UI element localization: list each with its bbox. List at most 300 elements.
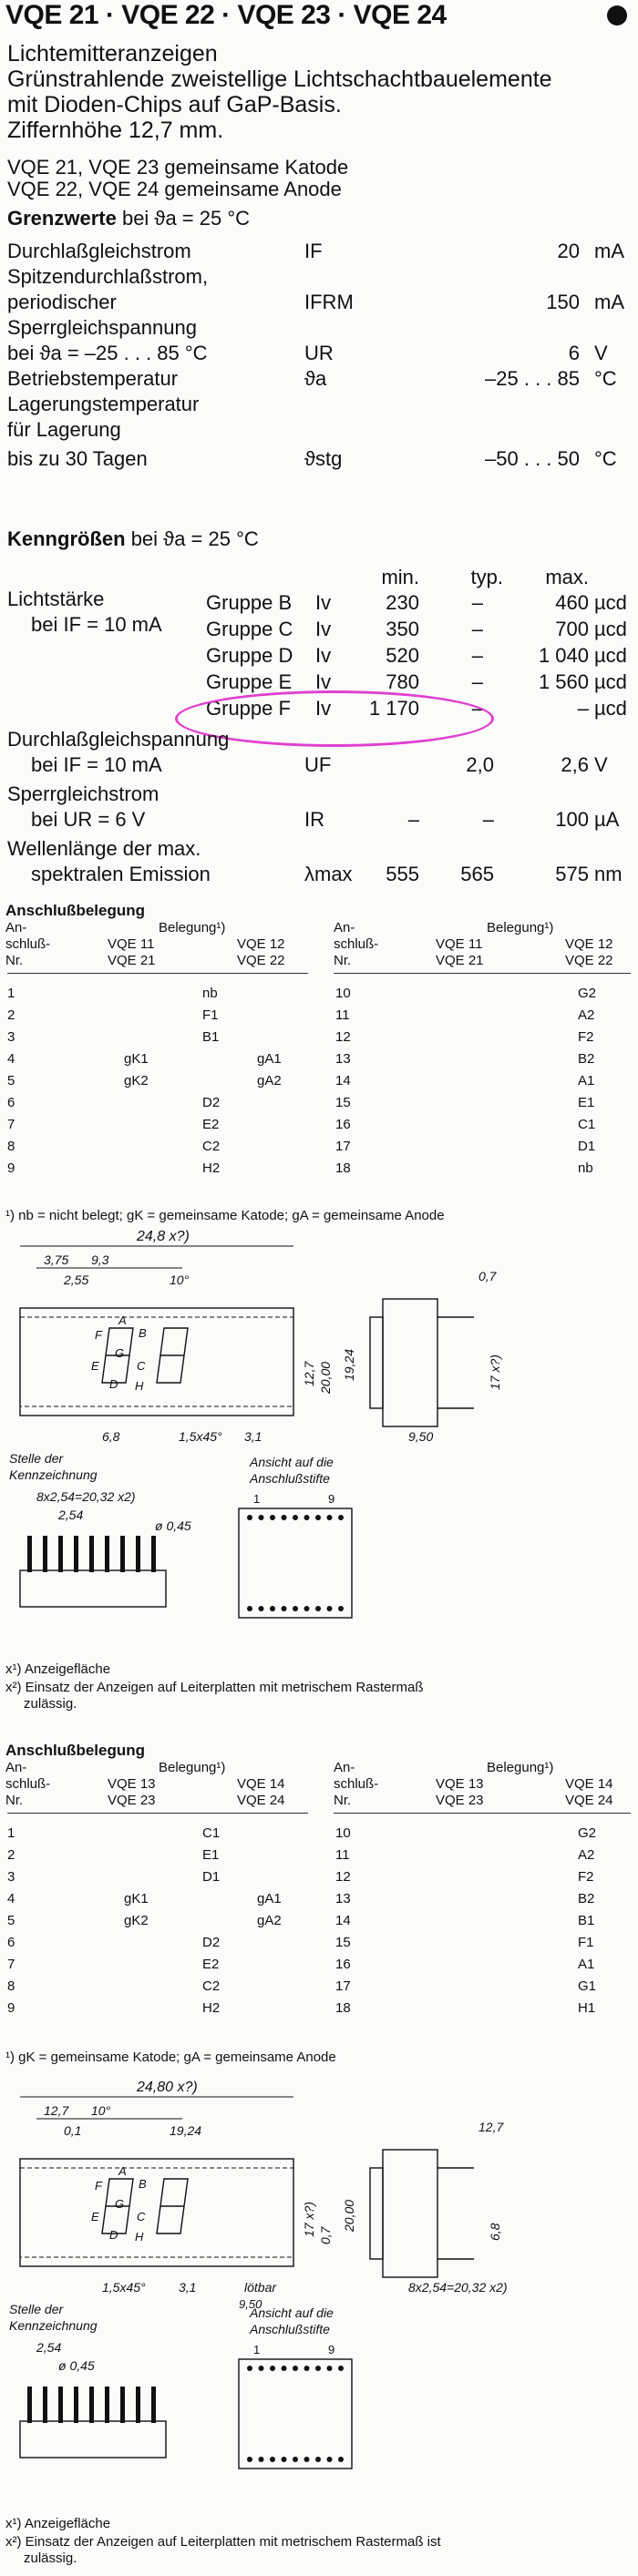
group-typ: – [471,591,483,614]
char-label-1: Wellenlänge der max. [7,837,201,860]
group-max: 460 [555,591,589,614]
char-min: 555 [386,863,419,885]
pin-view-dot [247,2457,252,2462]
group-unit: µcd [594,644,627,667]
segment-letter-B: B [139,2177,147,2191]
pin-head-type1-r: VQE 13 [436,1776,484,1792]
segment-letter-G: G [115,1346,125,1360]
pin-lead [74,2387,78,2423]
pin-head-type3: VQE 21 [108,953,156,968]
pin-number: 9 [7,2000,15,2016]
marking-label-2: Kennzeichnung [9,1467,98,1482]
pin-head-nr: Nr. [5,953,24,968]
pin-head-an: An- [5,920,27,935]
dim-label-2: 12,7 [44,2103,69,2118]
pin-signal-b: C1 [202,1825,221,1841]
pin-view-label-2: Anschlußstifte [250,2322,330,2336]
chars-condition: bei ϑa = 25 °C [130,527,259,550]
pin-view-dot [259,2457,264,2462]
pin-number-r: 13 [335,1891,351,1906]
dim-label-pitch-side: 8x2,54=20,32 x2) [408,2280,508,2295]
dim-label-6: 0,7 [478,1269,497,1283]
dim-label-2: 3,75 [44,1252,69,1267]
pin-lead [74,1536,78,1572]
pin-head-type4: VQE 24 [237,1793,285,1808]
pin-number-r: 18 [335,1160,351,1176]
pin-signal-r: G2 [578,986,597,1001]
pin-view-label-2: Anschlußstifte [250,1471,330,1486]
limit-value: –50 . . . 50 [485,447,580,470]
pin-signal-a: gK2 [124,1913,149,1928]
char-max: 575 [555,863,589,885]
pin-view-dot [315,1515,321,1520]
dim-label-5: 19,24 [170,2123,202,2138]
limits-heading [7,206,250,230]
pin-head-an-r: An- [334,920,355,935]
pin-lead [105,1536,109,1572]
pin-view-dot [327,1515,333,1520]
pin-view-last: 9 [328,1492,335,1506]
pin-view-dot [270,2366,275,2371]
pin-view-dot [327,1606,333,1611]
pin-view-dot [270,1515,275,1520]
luminous-label: Lichtstärke [7,588,105,610]
dimension-drawing-1 [0,1226,638,1654]
pin-signal-r: F2 [578,1869,594,1885]
pin-signal-a: gK1 [124,1891,149,1906]
pinout1-footnote: ¹) nb = nicht belegt; gK = gemeinsame Katode; gA = gemeinsame Anode [5,1208,445,1223]
dim-label-3: 9,3 [91,1252,109,1267]
pin-signal-r: B2 [578,1051,595,1067]
pin-view-dot [327,2457,333,2462]
common-line-2: VQE 22, VQE 24 gemeinsame Anode [7,178,342,200]
limit-value: 20 [557,240,580,262]
group-name: Gruppe C [206,618,293,640]
pin-number-r: 18 [335,2000,351,2016]
group-symbol: Iv [315,591,332,614]
group-typ: – [471,644,483,667]
char-symbol: UF [304,753,332,776]
pin-row-body [20,1570,166,1607]
pin-rule-left [7,973,308,974]
note1-b: x²) Einsatz der Anzeigen auf Leiterplatten mit metrischem Rastermaß [5,1680,424,1695]
pin-signal-b: H2 [202,1160,221,1176]
intro-line-3: mit Dioden-Chips auf GaP-Basis. [7,92,342,118]
pin-view-dot [259,2366,264,2371]
pin-rule-right [334,1813,631,1814]
group-min: 520 [386,644,419,667]
note2-b: x²) Einsatz der Anzeigen auf Leiterplatten mit metrischem Rastermaß ist [5,2534,441,2550]
pin-number-r: 14 [335,1073,351,1089]
dimension-drawing-2 [0,2077,638,2505]
char-label-1: Sperrgleichstrom [7,782,160,805]
pin-signal-b: E1 [202,1847,220,1863]
digit-outline-2 [157,2179,188,2234]
pin-lead [151,2387,156,2423]
char-label-1: Durchlaßgleichspannung [7,728,230,751]
pin-signal-r: F2 [578,1029,594,1045]
dim-label-4: 2,55 [64,1273,89,1287]
pin-view-dot [315,1606,321,1611]
limit-unit: mA [594,291,624,313]
pin-signal-r: G2 [578,1825,597,1841]
limit-label: Lagerungstemperatur [7,393,200,415]
pin-number: 7 [7,1957,15,1972]
pin-number-r: 12 [335,1029,351,1045]
limit-unit: °C [594,447,617,470]
pin-number: 1 [7,986,15,1001]
pin-view-dot [247,1515,252,1520]
char-unit: µA [594,808,620,831]
pin-number-r: 12 [335,1869,351,1885]
limit-symbol: ϑa [304,367,327,390]
dim-label-7: 19,24 [342,1348,356,1381]
dim-label-pin-dia: ø 0,45 [155,1518,191,1533]
pinout2-footnote: ¹) gK = gemeinsame Katode; gA = gemeinsame Anode [5,2050,336,2065]
pin-head-nr-r: Nr. [334,953,352,968]
pin-head-type1-r: VQE 11 [436,936,483,952]
side-view-flange [370,1317,383,1408]
pin-number: 8 [7,1139,15,1154]
pinout2-title: Anschlußbelegung [5,1742,145,1759]
pin-lead [43,1536,47,1572]
segment-letter-A: A [118,2164,127,2178]
pin-number: 2 [7,1007,15,1023]
pin-signal-a: gK2 [124,1073,149,1089]
pin-view-dot [293,2457,298,2462]
pin-view-dot [247,2366,252,2371]
dim-label-12: 3,1 [179,2280,197,2295]
dim-label-5: 10° [170,1273,190,1287]
pin-view-dot [282,1515,287,1520]
pin-view-first: 1 [253,1492,261,1506]
pin-number: 8 [7,1978,15,1994]
char-typ: – [482,808,494,831]
group-min: 230 [386,591,419,614]
limit-value: 6 [568,342,580,364]
pin-number-r: 10 [335,986,351,1001]
pin-view-dot [327,2366,333,2371]
limit-value: 150 [546,291,580,313]
group-max: 1 560 [538,670,589,693]
pin-signal-b: D1 [202,1869,221,1885]
intro-line-2: Grünstrahlende zweistellige Lichtschachtbauelemente [7,66,552,92]
marking-label-1: Stelle der [9,2302,64,2316]
group-min: 780 [386,670,419,693]
limits-title: Grenzwerte [7,207,117,230]
pin-lead [105,2387,109,2423]
pin-lead [43,2387,47,2423]
pin-rule-right [334,973,631,974]
group-name: Gruppe E [206,670,293,693]
pin-signal-b: H2 [202,2000,221,2016]
pin-signal-r: E1 [578,1095,595,1110]
dim-label-9: 0,7 [318,2226,333,2244]
pin-number: 1 [7,1825,15,1841]
pin-signal-r: A2 [578,1007,595,1023]
pin-head-nr-r: Nr. [334,1793,352,1808]
group-unit: µcd [594,697,627,720]
pin-view-dot [282,2457,287,2462]
pin-head-schluss-r: schluß- [334,1776,379,1792]
pin-signal-b: D2 [202,1935,221,1950]
pin-number-r: 16 [335,1957,351,1972]
pin-head-nr: Nr. [5,1793,24,1808]
pin-signal-r: nb [578,1160,593,1176]
pin-signal-r: A1 [578,1957,595,1972]
pin-view-dot [338,1515,344,1520]
pin-view-dot [259,1606,264,1611]
dim-label-11: 1,5x45° [102,2280,146,2295]
pin-view-outline [239,1508,352,1618]
pin-view-dot [338,1606,344,1611]
pin-view-label-1: Ansicht auf die [250,1455,334,1469]
group-symbol: Iv [315,644,332,667]
chars-title: Kenngrößen [7,527,126,550]
pin-signal-r: B1 [578,1913,595,1928]
pin-view-outline [239,2359,352,2469]
note1-c: zulässig. [24,1696,77,1712]
side-view-body [383,1299,437,1426]
dim-label-pins-total: 2,54 [36,2340,62,2355]
pin-number: 6 [7,1935,15,1950]
group-unit: µcd [594,670,627,693]
pin-number-r: 17 [335,1139,351,1154]
pin-head-type3: VQE 23 [108,1793,156,1808]
limit-label: Betriebstemperatur [7,367,179,390]
pin-head-belegung-r: Belegung¹) [487,920,554,935]
dim-label-11: 6,8 [102,1429,120,1444]
pin-rule-left [7,1813,308,1814]
pin-lead [89,2387,94,2423]
limit-label: periodischer [7,291,117,313]
group-typ: – [471,618,483,640]
group-min: 350 [386,618,419,640]
char-label-2: bei UR = 6 V [31,808,146,831]
limit-symbol: UR [304,342,334,364]
limit-value: –25 . . . 85 [485,367,580,390]
char-symbol: λmax [304,863,353,885]
segment-letter-H: H [135,1379,144,1393]
pin-signal-b: nb [202,986,218,1001]
pin-signal-b: C2 [202,1139,221,1154]
pin-view-dot [247,1606,252,1611]
limit-symbol: IF [304,240,323,262]
intro-line-4: Ziffernhöhe 12,7 mm. [7,118,224,143]
pin-signal-b: gA2 [257,1073,282,1089]
pin-signal-b: E2 [202,1957,220,1972]
pin-head-schluss: schluß- [5,936,51,952]
front-view-body [20,2159,293,2266]
pin-number-r: 13 [335,1051,351,1067]
dim-label-8: 17 x?) [302,2202,316,2237]
pin-head-type2: VQE 12 [237,936,285,952]
pin-head-type3-r: VQE 23 [436,1793,484,1808]
segment-letter-H: H [135,2230,144,2244]
group-unit: µcd [594,618,627,640]
pin-row-body [20,2421,166,2458]
pin-signal-r: C1 [578,1117,596,1132]
pin-head-schluss: schluß- [5,1776,51,1792]
group-name: Gruppe D [206,644,293,667]
limit-unit: mA [594,240,624,262]
pin-number-r: 15 [335,1935,351,1950]
group-max: 1 040 [538,644,589,667]
digit-outline-2 [157,1328,188,1383]
group-min: 1 170 [368,697,419,720]
char-label-2: bei IF = 10 mA [31,753,162,776]
segment-letter-C: C [137,1359,146,1373]
pin-view-dot [338,2366,344,2371]
pin-head-type4-r: VQE 22 [565,953,613,968]
dim-label-10: 6,8 [488,2223,502,2241]
dim-label-loetbar: 9,50 [239,2297,262,2311]
pinout1-title: Anschlußbelegung [5,902,145,919]
segment-letter-D: D [109,1377,118,1391]
pin-lead [89,1536,94,1572]
group-symbol: Iv [315,618,332,640]
char-max: 2,6 [561,753,589,776]
dim-label-4: 0,1 [64,2123,82,2138]
dim-width-label: 24,80 x?) [137,2080,198,2095]
dim-label-13: lötbar [244,2280,277,2295]
pin-head-belegung: Belegung¹) [159,1760,226,1775]
segment-letter-E: E [91,2210,99,2223]
pin-signal-b: gA1 [257,1051,282,1067]
limit-symbol: ϑstg [304,447,343,470]
pin-view-dot [282,2366,287,2371]
pin-signal-b: B1 [202,1029,220,1045]
chars-heading [7,526,259,551]
dim-label-13: 3,1 [244,1429,262,1444]
pin-head-schluss-r: schluß- [334,936,379,952]
pin-number: 7 [7,1117,15,1132]
pin-number-r: 16 [335,1117,351,1132]
pin-signal-r: B2 [578,1891,595,1906]
pin-number: 3 [7,1029,15,1045]
pin-head-type4: VQE 22 [237,953,285,968]
segment-letter-B: B [139,1326,147,1340]
pin-number: 5 [7,1913,15,1928]
front-view-window [20,1317,293,1406]
pin-number-r: 11 [335,1847,350,1863]
pin-view-dot [338,2457,344,2462]
pin-view-dot [304,1515,310,1520]
note1-a: x¹) Anzeigefläche [5,1661,111,1677]
pin-view-dot [304,2366,310,2371]
char-symbol: IR [304,808,324,831]
limit-label: bei ϑa = –25 . . . 85 °C [7,342,208,364]
front-view-window [20,2168,293,2257]
pin-number-r: 11 [335,1007,350,1023]
pin-view-dot [293,1606,298,1611]
segment-letter-C: C [137,2210,146,2223]
col-typ: typ. [470,566,503,588]
dim-label-7: 20,00 [342,2199,356,2232]
limit-label: Durchlaßgleichstrom [7,240,191,262]
pin-number-r: 15 [335,1095,351,1110]
pin-head-belegung: Belegung¹) [159,920,226,935]
page-title: VQE 21 · VQE 22 · VQE 23 · VQE 24 [5,0,447,30]
pin-view-last: 9 [328,2343,335,2356]
pin-signal-b: C2 [202,1978,221,1994]
dim-width-label: 24,8 x?) [137,1229,190,1244]
pin-lead [120,2387,125,2423]
pin-number-r: 17 [335,1978,351,1994]
segment-letter-D: D [109,2228,118,2242]
pin-view-dot [270,1606,275,1611]
side-view-body [383,2150,437,2277]
dim-label-9: 20,00 [318,1361,333,1394]
marking-label-1: Stelle der [9,1451,64,1466]
dim-label-8: 12,7 [302,1361,316,1386]
char-label-2: spektralen Emission [31,863,211,885]
char-min: – [407,808,419,831]
limit-label: Spitzendurchlaßstrom, [7,265,209,288]
pin-head-an: An- [5,1760,27,1775]
limit-label: bis zu 30 Tagen [7,447,148,470]
pin-view-dot [315,2457,321,2462]
group-name: Gruppe F [206,697,291,720]
char-typ: 565 [460,863,494,885]
pin-head-belegung-r: Belegung¹) [487,1760,554,1775]
pin-view-dot [259,1515,264,1520]
pin-lead [151,1536,156,1572]
pin-lead [27,2387,32,2423]
char-typ: 2,0 [466,753,494,776]
corner-dot-icon [607,5,627,26]
segment-letter-F: F [95,1328,102,1342]
dim-label-pin-pitch: ø 0,45 [58,2358,95,2373]
limit-label: für Lagerung [7,418,121,441]
pin-signal-a: gK1 [124,1051,149,1067]
dim-label-pins-total: 8x2,54=20,32 x2) [36,1489,136,1504]
char-unit: V [594,753,608,776]
pin-head-type3-r: VQE 21 [436,953,484,968]
pin-signal-b: F1 [202,1007,219,1023]
group-name: Gruppe B [206,591,293,614]
pin-number: 4 [7,1051,15,1067]
pin-number-r: 10 [335,1825,351,1841]
pin-head-type2-r: VQE 14 [565,1776,613,1792]
pin-view-dot [270,2457,275,2462]
note2-c: zulässig. [24,2550,77,2566]
group-max: 700 [555,618,589,640]
pin-view-dot [282,1606,287,1611]
segment-letter-F: F [95,2179,102,2193]
group-unit: µcd [594,591,627,614]
pin-head-type2: VQE 14 [237,1776,285,1792]
pin-view-dot [293,1515,298,1520]
pin-view-dot [304,2457,310,2462]
pin-view-dot [304,1606,310,1611]
pin-number-r: 14 [335,1913,351,1928]
pin-signal-r: F1 [578,1935,594,1950]
pin-lead [136,1536,140,1572]
pin-head-type1: VQE 11 [108,936,155,952]
pin-view-dot [315,2366,321,2371]
pin-lead [58,2387,63,2423]
dim-label-12: 1,5x45° [179,1429,222,1444]
segment-letter-A: A [118,1314,127,1327]
pin-number: 6 [7,1095,15,1110]
luminous-condition: bei IF = 10 mA [31,613,162,636]
dim-label-6: 12,7 [478,2120,504,2134]
pin-number: 9 [7,1160,15,1176]
note2-a: x¹) Anzeigefläche [5,2516,111,2531]
segment-letter-E: E [91,1359,99,1373]
pin-signal-b: gA2 [257,1913,282,1928]
